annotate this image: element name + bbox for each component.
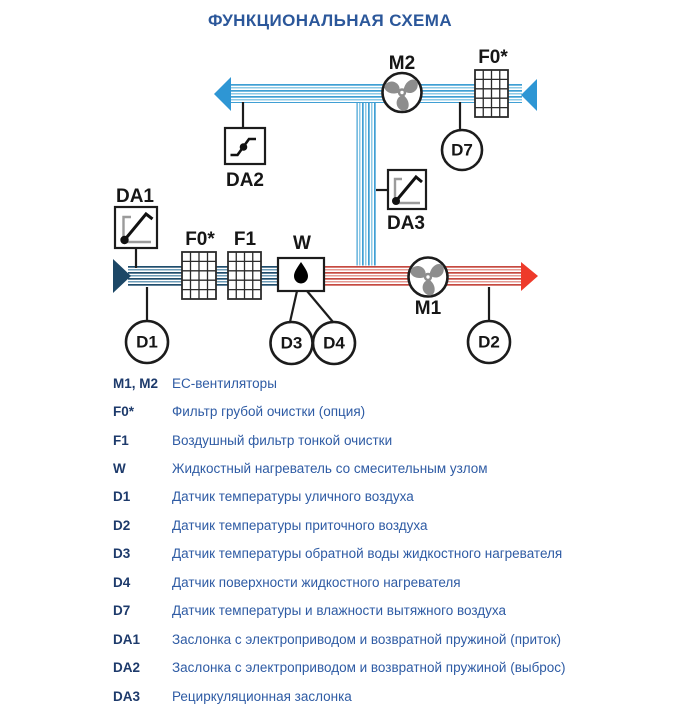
filter-f0-exhaust-label: F0* <box>478 47 508 68</box>
legend-key: D1 <box>113 489 131 505</box>
legend-key: M1, M2 <box>113 375 159 391</box>
legend-row-d4 <box>113 568 673 596</box>
legend-key: F1 <box>113 432 129 448</box>
fan-m1-icon <box>409 258 448 298</box>
legend-desc: Датчик температуры обратной воды жидкостного нагревателя <box>172 546 563 562</box>
legend-key: DA2 <box>113 660 141 676</box>
heater-w-box <box>278 258 324 291</box>
legend-desc: Датчик температуры и влажности вытяжного воздуха <box>172 603 507 619</box>
legend-desc: Рециркуляционная заслонка <box>172 688 352 704</box>
filter-f0-supply-icon <box>182 252 216 299</box>
damper-da3-box <box>388 170 426 209</box>
legend-row-da2 <box>113 653 673 681</box>
fan-m2-icon <box>383 73 422 113</box>
sensor-d7-label: D7 <box>451 140 473 160</box>
legend-key: D2 <box>113 517 131 533</box>
legend-desc: Заслонка с электроприводом и возвратной пружиной (приток) <box>172 631 561 647</box>
legend-row-d2 <box>113 511 673 539</box>
legend <box>113 369 673 710</box>
exhaust-outlet-arrow-icon <box>214 77 231 111</box>
filter-f0-supply-label: F0* <box>185 229 215 250</box>
damper-da3-label: DA3 <box>386 213 426 234</box>
filter-f1-label: F1 <box>233 229 257 250</box>
legend-key: DA3 <box>113 688 141 704</box>
exhaust-inlet-arrow-icon <box>521 79 537 111</box>
sensor-d3-label: D3 <box>280 333 303 353</box>
legend-key: D3 <box>113 546 131 562</box>
filter-f0-exhaust-icon <box>475 70 508 117</box>
legend-desc: Датчик температуры уличного воздуха <box>172 489 414 505</box>
recirculation-duct <box>357 100 377 266</box>
legend-key: D4 <box>113 574 131 590</box>
legend-row-w <box>113 454 673 482</box>
legend-row-d7 <box>113 597 673 625</box>
legend-row-d1 <box>113 483 673 511</box>
filter-f1-icon <box>228 252 261 299</box>
legend-desc: Датчик температуры приточного воздуха <box>172 517 428 533</box>
legend-desc: Датчик поверхности жидкостного нагревателя <box>172 574 461 590</box>
legend-desc: ЕС-вентиляторы <box>172 375 277 391</box>
fan-m2-label: M2 <box>388 53 416 74</box>
connector-d4 <box>307 291 333 322</box>
legend-row-f1 <box>113 426 673 454</box>
legend-key: D7 <box>113 603 131 619</box>
fan-m1-label: M1 <box>414 298 442 319</box>
legend-row-f0 <box>113 397 673 425</box>
legend-key: DA1 <box>113 631 141 647</box>
damper-da2-label: DA2 <box>225 170 265 191</box>
heater-w-label: W <box>293 233 311 254</box>
supply-outlet-arrow-icon <box>521 262 538 291</box>
supply-inlet-arrow-icon <box>113 259 131 293</box>
damper-da2-box <box>225 128 265 164</box>
legend-desc: Фильтр грубой очистки (опция) <box>172 404 366 420</box>
legend-key: W <box>113 461 126 477</box>
legend-desc: Заслонка с электроприводом и возвратной пружиной (выброс) <box>172 660 566 676</box>
sensors <box>126 130 510 364</box>
sensor-d2-label: D2 <box>478 332 500 352</box>
sensor-d1-label: D1 <box>136 332 158 352</box>
legend-row-da3 <box>113 682 673 710</box>
legend-desc: Жидкостный нагреватель со смесительным узлом <box>172 461 488 477</box>
page-title: ФУНКЦИОНАЛЬНАЯ СХЕМА <box>207 11 453 30</box>
legend-row-m1m2 <box>113 369 673 397</box>
legend-desc: Воздушный фильтр тонкой очистки <box>172 432 393 448</box>
connector-d3 <box>290 291 297 322</box>
sensor-d4-label: D4 <box>323 333 345 353</box>
damper-da1-label: DA1 <box>115 186 155 207</box>
legend-row-da1 <box>113 625 673 653</box>
damper-da1-box <box>115 207 157 248</box>
legend-row-d3 <box>113 540 673 568</box>
legend-key: F0* <box>113 404 135 420</box>
